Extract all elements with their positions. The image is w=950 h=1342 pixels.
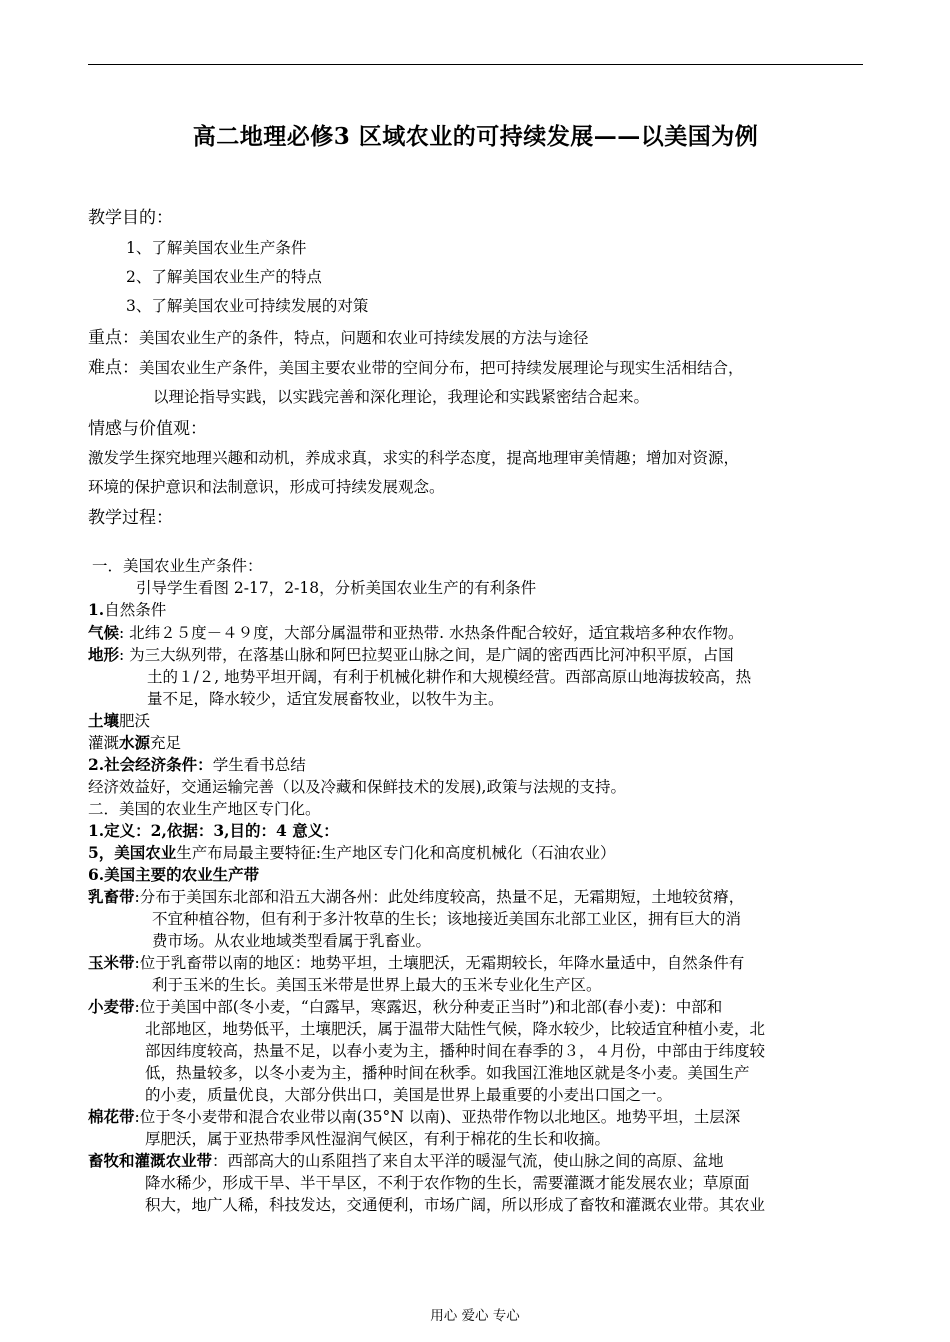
natural-num: 1. <box>88 600 105 619</box>
difficulty-line: 美国农业生产条件，美国主要农业带的空间分布，把可持续发展理论与现实生活相结合， <box>139 359 744 377</box>
feature-text: 生产布局最主要特征:生产地区专门化和高度机械化（石油农业） <box>176 844 616 862</box>
values-line: 环境的保护意识和法制意识，形成可持续发展观念。 <box>88 478 445 496</box>
difficulty-label: 难点： <box>88 358 139 378</box>
social-detail: 经济效益好，交通运输完善（以及冷藏和保鲜技术的发展),政策与法规的支持。 <box>88 778 626 796</box>
difficulty <box>88 357 744 379</box>
terrain-row <box>88 644 734 666</box>
corn-text: :位于乳畜带以南的地区：地势平坦，土壤肥沃，无霜期较长，年降水量适中，自然条件有 <box>134 954 745 972</box>
objective-item: 3、了解美国农业可持续发展的对策 <box>126 297 369 315</box>
water-label: 水源 <box>119 733 151 752</box>
social-row <box>88 754 306 776</box>
key-point <box>88 327 589 349</box>
climate-row <box>88 622 744 644</box>
irrigation-row <box>88 1150 724 1172</box>
soil-label: 土壤 <box>88 711 120 730</box>
climate-label: 气候 <box>88 623 120 642</box>
wheat-text: :位于美国中部(冬小麦，“白露早，寒露迟，秋分种麦正当时”)和北部(春小麦)：中部和 <box>134 998 723 1016</box>
cotton-row <box>88 1106 740 1128</box>
irrigation-label: 畜牧和灌溉农业带 <box>88 1151 213 1170</box>
irrigation-line: 降水稀少，形成干旱、半干旱区，不利于农作物的生长，需要灌溉才能发展农业；草原面 <box>145 1174 750 1192</box>
page-footer: 用心 爱心 专心 <box>430 1308 520 1324</box>
wheat-row <box>88 996 722 1018</box>
section2-heading: 二．美国的农业生产地区专门化。 <box>88 800 321 818</box>
process-heading: 教学过程： <box>88 508 173 528</box>
objective-item: 2、了解美国农业生产的特点 <box>126 268 322 286</box>
section2-items: 1.定义：2,依据：3,目的：4 意义： <box>88 821 339 840</box>
key-point-text: 美国农业生产的条件，特点，问题和农业可持续发展的方法与途径 <box>139 329 589 347</box>
page-title: 高二地理必修3 区域农业的可持续发展——以美国为例 <box>192 123 759 150</box>
section1-heading: 一．美国农业生产条件： <box>92 557 263 575</box>
soil-text: 肥沃 <box>119 712 151 730</box>
wheat-line: 北部地区，地势低平，土壤肥沃，属于温带大陆性气候，降水较少，比较适宜种植小麦，北 <box>145 1020 766 1038</box>
cotton-label: 棉花带 <box>88 1107 135 1126</box>
terrain-label: 地形 <box>88 645 120 664</box>
natural-text: 自然条件 <box>104 601 167 619</box>
social-text: 学生看书总结 <box>212 756 306 774</box>
water-pre: 灌溉 <box>88 734 120 752</box>
soil-row <box>88 710 150 732</box>
terrain-line: 量不足，降水较少，适宜发展畜牧业，以牧牛为主。 <box>147 690 504 708</box>
cotton-line: 厚肥沃，属于亚热带季风性湿润气候区，有利于棉花的生长和收摘。 <box>145 1130 611 1148</box>
corn-label: 玉米带 <box>88 953 135 972</box>
dairy-label: 乳畜带 <box>88 887 135 906</box>
water-row <box>88 732 181 754</box>
feature-row <box>88 842 616 864</box>
objective-item: 1、了解美国农业生产条件 <box>126 239 307 257</box>
values-heading: 情感与价值观： <box>88 419 207 439</box>
wheat-label: 小麦带 <box>88 997 135 1016</box>
irrigation-text: ：西部高大的山系阻挡了来自太平洋的暖湿气流，使山脉之间的高原、盆地 <box>212 1152 724 1170</box>
dairy-text: :分布于美国东北部和沿五大湖各州：此处纬度较高，热量不足，无霜期短，土地较贫瘠， <box>134 888 745 906</box>
wheat-line: 低，热量较多，以冬小麦为主，播种时间在秋季。如我国江淮地区就是冬小麦。美国生产 <box>145 1064 750 1082</box>
corn-row <box>88 952 744 974</box>
climate-text: : 北纬２５度－４９度，大部分属温带和亚热带. 水热条件配合较好，适宜栽培多种农作物。 <box>119 624 744 642</box>
dairy-line: 不宜种植谷物，但有利于多汁牧草的生长；该地接近美国东北部工业区，拥有巨大的消 <box>152 910 742 928</box>
corn-line: 利于玉米的生长。美国玉米带是世界上最大的玉米专业化生产区。 <box>152 976 602 994</box>
key-point-label: 重点： <box>88 328 139 348</box>
water-text: 充足 <box>150 734 182 752</box>
terrain-line: 土的１/２, 地势平坦开阔，有利于机械化耕作和大规模经营。西部高原山地海拔较高，热 <box>147 668 752 686</box>
terrain-text: : 为三大纵列带，在落基山脉和阿巴拉契亚山脉之间，是广阔的密西西比河冲积平原，占国 <box>119 646 734 664</box>
header-rule <box>88 64 863 65</box>
belts-heading: 6.美国主要的农业生产带 <box>88 865 260 884</box>
wheat-line: 部因纬度较高，热量不足，以春小麦为主，播种时间在春季的３，４月份，中部由于纬度较 <box>145 1042 766 1060</box>
section1-guide: 引导学生看图 2-17，2-18，分析美国农业生产的有利条件 <box>136 579 537 597</box>
natural-conditions <box>88 599 166 621</box>
dairy-row <box>88 886 744 908</box>
values-line: 激发学生探究地理兴趣和动机，养成求真，求实的科学态度，提高地理审美情趣；增加对资源， <box>88 449 740 467</box>
irrigation-line: 积大，地广人稀，科技发达，交通便利，市场广阔，所以形成了畜牧和灌溉农业带。其农业 <box>145 1196 766 1214</box>
cotton-text: :位于冬小麦带和混合农业带以南(35°N 以南)、亚热带作物以北地区。地势平坦，土层深 <box>134 1108 741 1126</box>
difficulty-line: 以理论指导实践，以实践完善和深化理论，我理论和实践紧密结合起来。 <box>153 388 650 406</box>
objectives-heading: 教学目的： <box>88 208 173 228</box>
social-label: 2.社会经济条件： <box>88 755 213 774</box>
feature-label: 5，美国农业 <box>88 843 177 862</box>
wheat-line: 的小麦，质量优良，大部分供出口，美国是世界上最重要的小麦出口国之一。 <box>145 1086 673 1104</box>
dairy-line: 费市场。从农业地域类型看属于乳畜业。 <box>152 932 432 950</box>
